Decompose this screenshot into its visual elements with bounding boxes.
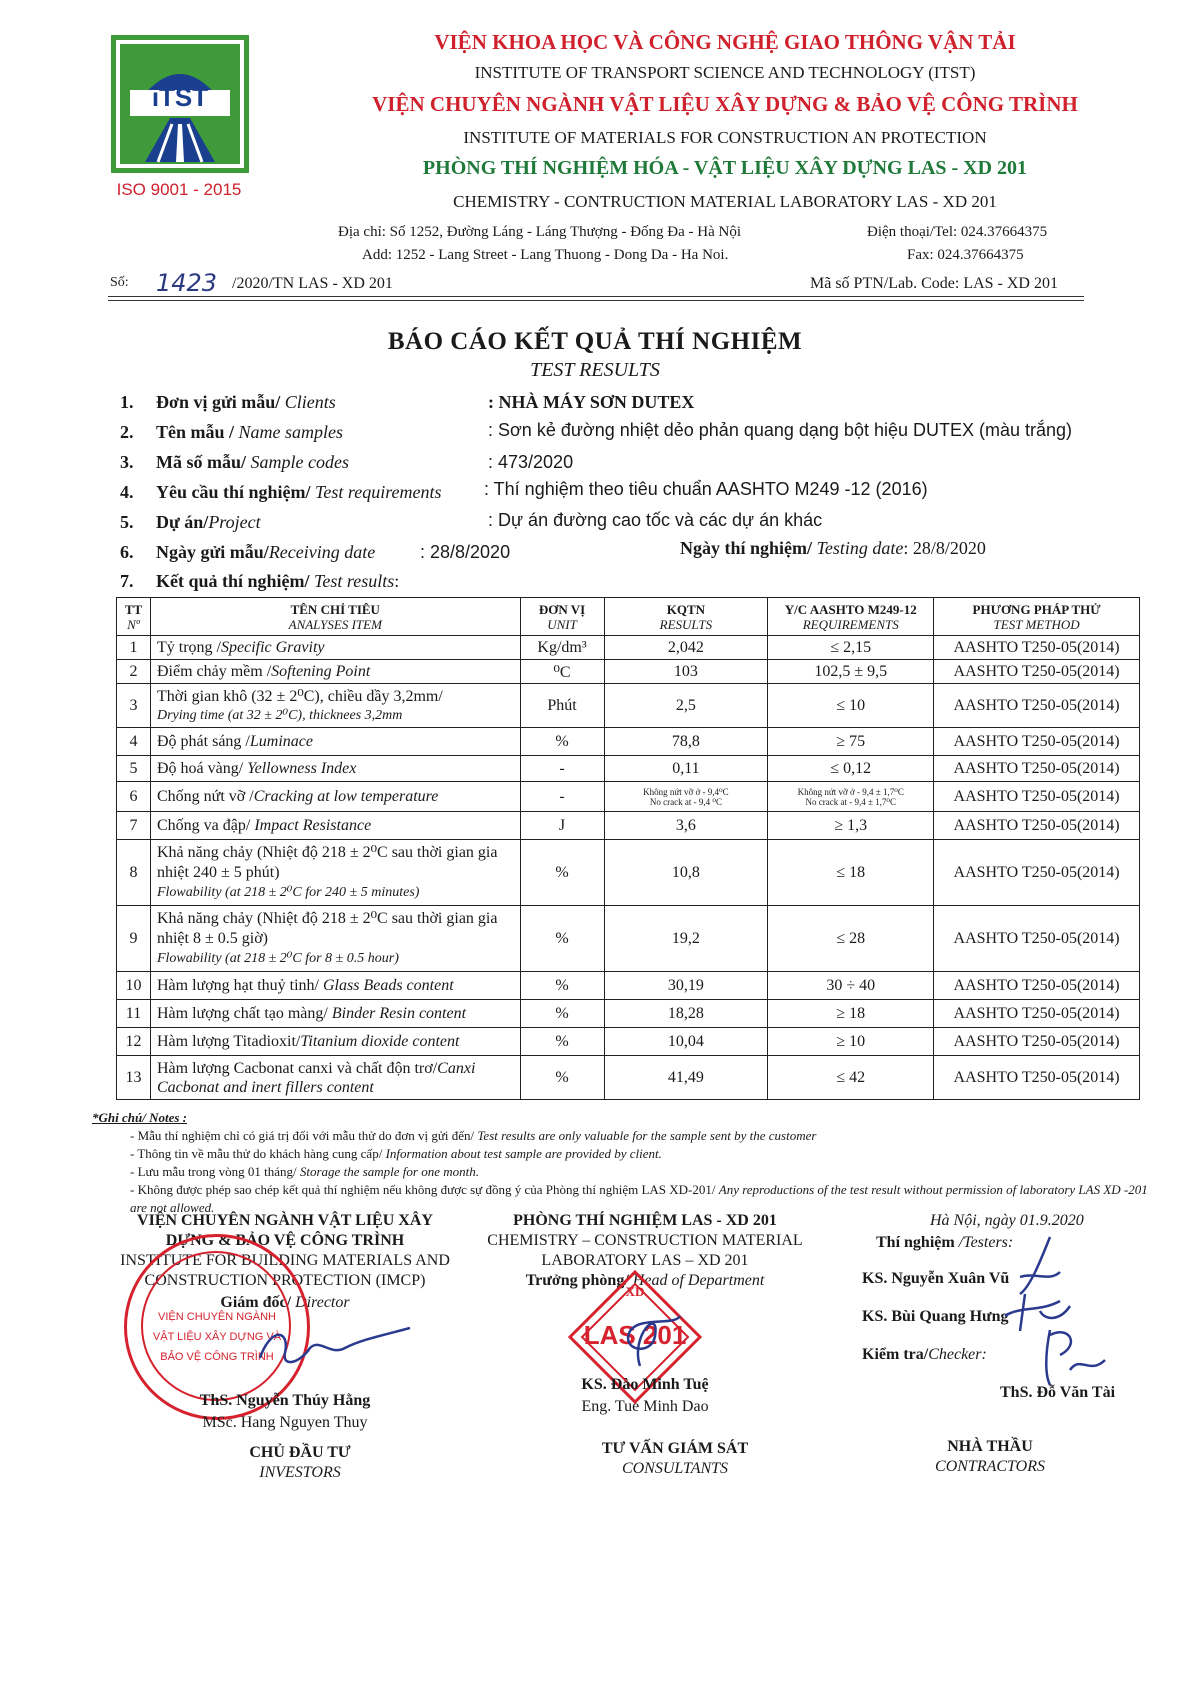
tester2-name: KS. Bùi Quang Hưng xyxy=(862,1308,1009,1325)
logo-text: iTST xyxy=(151,82,209,112)
notes-heading: *Ghi chú/ Notes : xyxy=(92,1110,187,1125)
row-no: 9 xyxy=(117,906,151,972)
row-result: 18,28 xyxy=(604,1000,768,1028)
mid-org-line2: CHEMISTRY – CONSTRUCTION MATERIAL xyxy=(487,1232,803,1249)
row-item: Độ phát sáng /Luminace xyxy=(150,728,520,756)
table-row xyxy=(117,840,1140,906)
row-no: 1 xyxy=(117,636,151,660)
testers-label: Thí nghiệm /Testers: xyxy=(876,1234,1014,1251)
row-no: 7 xyxy=(117,812,151,840)
head-signature xyxy=(600,1296,690,1376)
row-unit: - xyxy=(520,756,604,782)
row-result: 10,04 xyxy=(604,1028,768,1056)
row-method: AASHTO T250-05(2014) xyxy=(934,782,1140,812)
table-row xyxy=(117,636,1140,660)
investors-label-vn: CHỦ ĐẦU TƯ xyxy=(249,1444,351,1461)
row-requirement: ≥ 75 xyxy=(768,728,934,756)
row-item: Hàm lượng Titadioxit/Titanium dioxide content xyxy=(150,1028,520,1056)
row-result: 10,8 xyxy=(604,840,768,906)
row-method: AASHTO T250-05(2014) xyxy=(934,840,1140,906)
note-item: - Mẫu thí nghiệm chỉ có giá trị đối với mẫu thử do đơn vị gửi đến/ Test results are only valuable for the sample sent by the customer xyxy=(130,1128,817,1143)
row-requirement: ≤ 28 xyxy=(768,906,934,972)
row-item: Chống va đập/ Impact Resistance xyxy=(150,812,520,840)
row-item: Tỷ trọng /Specific Gravity xyxy=(150,636,520,660)
director-signature xyxy=(250,1318,420,1378)
row-unit: Phút xyxy=(520,684,604,728)
investors-label-en: INVESTORS xyxy=(259,1464,341,1481)
info-test-requirements-value: : Thí nghiệm theo tiêu chuẩn AASHTO M249 -12 (2016) xyxy=(484,479,928,499)
row-no: 10 xyxy=(117,972,151,1000)
row-unit: Kg/dm³ xyxy=(520,636,604,660)
info-test-results: 7. Kết quả thí nghiệm/ Test results: xyxy=(120,571,400,591)
report-subtitle: TEST RESULTS xyxy=(530,359,660,381)
row-no: 3 xyxy=(117,684,151,728)
col-header-unit: ĐƠN VỊ UNIT xyxy=(520,598,604,636)
row-result: 30,19 xyxy=(604,972,768,1000)
row-requirement: Không nứt vỡ ở - 9,4 ± 1,7⁰C No crack at - 9,4 ± 1,7⁰C xyxy=(768,782,934,812)
header-line1: VIỆN KHOA HỌC VÀ CÔNG NGHỆ GIAO THÔNG VẬN TẢI xyxy=(434,30,1016,54)
row-result: 19,2 xyxy=(604,906,768,972)
mid-role: Trưởng phòng/ Head of Department xyxy=(525,1272,765,1289)
table-row xyxy=(117,906,1140,972)
header-line5: PHÒNG THÍ NGHIỆM HÓA - VẬT LIỆU XÂY DỰNG LAS - XD 201 xyxy=(422,157,1028,179)
col-header-item: TÊN CHỈ TIÊU ANALYSES ITEM xyxy=(150,598,520,636)
row-method: AASHTO T250-05(2014) xyxy=(934,972,1140,1000)
fax: Fax: 024.37664375 xyxy=(907,247,1024,263)
header-line2: INSTITUTE OF TRANSPORT SCIENCE AND TECHNOLOGY (ITST) xyxy=(474,63,976,82)
lab-code: Mã số PTN/Lab. Code: LAS - XD 201 xyxy=(810,275,1058,292)
table-row xyxy=(117,728,1140,756)
row-no: 12 xyxy=(117,1028,151,1056)
col-header-results: KQTN RESULTS xyxy=(604,598,768,636)
row-requirement: 102,5 ± 9,5 xyxy=(768,660,934,684)
row-item: Thời gian khô (32 ± 2⁰C), chiều dầy 3,2mm/ Drying time (at 32 ± 2⁰C), thicknees 3,2mm xyxy=(150,684,520,728)
contractors-label-en: CONTRACTORS xyxy=(935,1458,1045,1475)
row-method: AASHTO T250-05(2014) xyxy=(934,1000,1140,1028)
info-sample-code-value: : 473/2020 xyxy=(488,452,574,472)
row-method: AASHTO T250-05(2014) xyxy=(934,728,1140,756)
row-unit: - xyxy=(520,782,604,812)
table-header-row xyxy=(117,598,1140,636)
row-result: 2,5 xyxy=(604,684,768,728)
row-unit: % xyxy=(520,1056,604,1100)
row-requirement: ≤ 10 xyxy=(768,684,934,728)
row-unit: % xyxy=(520,972,604,1000)
itst-logo xyxy=(110,34,250,204)
mid-name1: KS. Đào Minh Tuệ xyxy=(581,1376,709,1393)
table-row xyxy=(117,1056,1140,1100)
row-result: 41,49 xyxy=(604,1056,768,1100)
left-org-line1: VIỆN CHUYÊN NGÀNH VẬT LIỆU XÂY xyxy=(137,1212,433,1229)
institute-stamp: VIỆN CHUYÊN NGÀNH VẬT LIỆU XÂY DỰNG VÀ BẢO VỆ CÔNG TRÌNH xyxy=(124,1234,310,1420)
mid-name2: Eng. Tue Minh Dao xyxy=(581,1398,709,1415)
row-result: 2,042 xyxy=(604,636,768,660)
notes xyxy=(92,1109,1152,1217)
row-no: 2 xyxy=(117,660,151,684)
row-unit: % xyxy=(520,906,604,972)
left-org-line2: DỰNG & BẢO VỆ CÔNG TRÌNH xyxy=(165,1232,405,1249)
checker-signature xyxy=(1030,1320,1110,1390)
row-unit: J xyxy=(520,812,604,840)
row-no: 5 xyxy=(117,756,151,782)
col-header-requirements: Y/C AASHTO M249-12 REQUIREMENTS xyxy=(768,598,934,636)
row-requirement: ≥ 10 xyxy=(768,1028,934,1056)
row-requirement: ≤ 18 xyxy=(768,840,934,906)
row-method: AASHTO T250-05(2014) xyxy=(934,684,1140,728)
address-vn: Địa chỉ: Số 1252, Đường Láng - Láng Thượng - Đống Đa - Hà Nội xyxy=(338,224,742,240)
row-unit: % xyxy=(520,1028,604,1056)
row-requirement: ≥ 1,3 xyxy=(768,812,934,840)
info-receiving-date-value: : 28/8/2020 xyxy=(420,542,511,562)
info-project-value: : Dự án đường cao tốc và các dự án khác xyxy=(488,510,823,530)
row-unit: % xyxy=(520,728,604,756)
row-unit: % xyxy=(520,1000,604,1028)
row-item: Độ hoá vàng/ Yellowness Index xyxy=(150,756,520,782)
row-no: 8 xyxy=(117,840,151,906)
note-item: - Không được phép sao chép kết quả thí nghiệm nếu không được sự đồng ý của Phòng thí nghiệm LAS XD-201/ Any reproductions of the test result without permission of laboratory LAS XD -201 are not allowed. xyxy=(130,1182,1148,1215)
info-sample-code: 3. Mã số mẫu/ Sample codes xyxy=(120,452,349,472)
row-no: 4 xyxy=(117,728,151,756)
doc-number-label: Số: xyxy=(110,275,129,290)
header-line3: VIỆN CHUYÊN NGÀNH VẬT LIỆU XÂY DỰNG & BẢO VỆ CÔNG TRÌNH xyxy=(372,92,1078,116)
note-item: - Thông tin về mẫu thử do khách hàng cung cấp/ Information about test sample are provided by client. xyxy=(130,1146,662,1161)
table-row xyxy=(117,756,1140,782)
row-result: 78,8 xyxy=(604,728,768,756)
row-result: 3,6 xyxy=(604,812,768,840)
info-project: 5. Dự án/Project xyxy=(120,512,261,532)
info-receiving-date: 6. Ngày gửi mẫu/Receiving date xyxy=(120,542,376,562)
doc-number-handwritten: 1423 xyxy=(156,269,218,297)
mid-org-line3: LABORATORY LAS – XD 201 xyxy=(541,1252,749,1269)
row-method: AASHTO T250-05(2014) xyxy=(934,812,1140,840)
row-item: Khả năng chảy (Nhiệt độ 218 ± 2⁰C sau thời gian gia nhiệt 8 ± 0.5 giờ) Flowability (at 218 ± 2⁰C for 8 ± 0.5 hour) xyxy=(150,906,520,972)
row-result: 103 xyxy=(604,660,768,684)
row-item: Chống nứt vỡ /Cracking at low temperature xyxy=(150,782,520,812)
left-role: Giám đốc/ Director xyxy=(220,1294,350,1311)
address-en: Add: 1252 - Lang Street - Lang Thuong - Dong Da - Ha Noi. xyxy=(362,247,729,263)
info-clients-value: : NHÀ MÁY SƠN DUTEX xyxy=(488,392,695,412)
row-requirement: ≤ 42 xyxy=(768,1056,934,1100)
row-no: 13 xyxy=(117,1056,151,1100)
row-requirement: ≥ 18 xyxy=(768,1000,934,1028)
info-testing-date: Ngày thí nghiệm/ Testing date: 28/8/2020 xyxy=(680,538,986,558)
row-item: Hàm lượng chất tạo màng/ Binder Resin content xyxy=(150,1000,520,1028)
iso-label: ISO 9001 - 2015 xyxy=(116,180,242,199)
doc-number-rest: /2020/TN LAS - XD 201 xyxy=(232,275,393,292)
mid-org-line1: PHÒNG THÍ NGHIỆM LAS - XD 201 xyxy=(513,1212,777,1229)
info-sample-name-value: : Sơn kẻ đường nhiệt dẻo phản quang dạng bột hiệu DUTEX (màu trắng) xyxy=(488,420,1073,440)
report-date: Hà Nội, ngày 01.9.2020 xyxy=(930,1212,1084,1229)
row-method: AASHTO T250-05(2014) xyxy=(934,636,1140,660)
note-item: - Lưu mẫu trong vòng 01 tháng/ Storage the sample for one month. xyxy=(130,1164,479,1179)
row-no: 11 xyxy=(117,1000,151,1028)
info-test-requirements: 4. Yêu cầu thí nghiệm/ Test requirements xyxy=(120,482,442,502)
table-row xyxy=(117,1028,1140,1056)
row-item: Hàm lượng hạt thuỷ tinh/ Glass Beads content xyxy=(150,972,520,1000)
row-method: AASHTO T250-05(2014) xyxy=(934,660,1140,684)
header-line4: INSTITUTE OF MATERIALS FOR CONSTRUCTION AN PROTECTION xyxy=(463,128,987,147)
col-header-method: PHƯƠNG PHÁP THỬ TEST METHOD xyxy=(934,598,1140,636)
report-title: BÁO CÁO KẾT QUẢ THÍ NGHIỆM xyxy=(387,328,803,355)
checker-label: Kiểm tra/Checker: xyxy=(862,1346,987,1363)
header-line6: CHEMISTRY - CONTRUCTION MATERIAL LABORATORY LAS - XD 201 xyxy=(453,192,997,211)
row-method: AASHTO T250-05(2014) xyxy=(934,906,1140,972)
checker-name: ThS. Đỗ Văn Tài xyxy=(1000,1384,1116,1401)
results-table xyxy=(116,597,1140,1100)
left-name1: ThS. Nguyễn Thúy Hằng xyxy=(199,1392,371,1409)
col-header-no: TT Nº xyxy=(117,598,151,636)
row-method: AASHTO T250-05(2014) xyxy=(934,1028,1140,1056)
contractors-label-vn: NHÀ THẦU xyxy=(947,1438,1033,1455)
row-requirement: ≤ 0,12 xyxy=(768,756,934,782)
consultants-label-vn: TƯ VẤN GIÁM SÁT xyxy=(601,1440,749,1457)
info-sample-name: 2. Tên mẫu / Name samples xyxy=(120,422,344,442)
row-result: 0,11 xyxy=(604,756,768,782)
info-clients: 1. Đơn vị gửi mẫu/ Clients xyxy=(120,392,336,412)
left-name2: MSc. Hang Nguyen Thuy xyxy=(202,1414,368,1431)
row-item: Điểm chảy mềm /Softening Point xyxy=(150,660,520,684)
row-requirement: ≤ 2,15 xyxy=(768,636,934,660)
row-no: 6 xyxy=(117,782,151,812)
left-org-line3: INSTITUTE FOR BUILDING MATERIALS AND xyxy=(120,1252,450,1269)
table-row xyxy=(117,972,1140,1000)
consultants-label-en: CONSULTANTS xyxy=(621,1460,729,1477)
row-method: AASHTO T250-05(2014) xyxy=(934,1056,1140,1100)
header-rule-2 xyxy=(108,300,1084,301)
table-row xyxy=(117,684,1140,728)
row-requirement: 30 ÷ 40 xyxy=(768,972,934,1000)
header-rule xyxy=(108,296,1084,297)
table-row xyxy=(117,782,1140,812)
row-unit: ⁰C xyxy=(520,660,604,684)
phone: Điện thoại/Tel: 024.37664375 xyxy=(867,224,1048,240)
table-row xyxy=(117,660,1140,684)
row-item: Khả năng chảy (Nhiệt độ 218 ± 2⁰C sau thời gian gia nhiệt 240 ± 5 phút) Flowability (at 218 ± 2⁰C for 240 ± 5 minutes) xyxy=(150,840,520,906)
table-row xyxy=(117,1000,1140,1028)
table-row xyxy=(117,812,1140,840)
row-method: AASHTO T250-05(2014) xyxy=(934,756,1140,782)
row-unit: % xyxy=(520,840,604,906)
row-item: Hàm lượng Cacbonat canxi và chất độn trơ/Canxi Cacbonat and inert fillers content xyxy=(150,1056,520,1100)
left-org-line4: CONSTRUCTION PROTECTION (IMCP) xyxy=(144,1272,426,1289)
tester1-name: KS. Nguyễn Xuân Vũ xyxy=(862,1270,1010,1287)
row-result: Không nứt vỡ ở - 9,4⁰C No crack at - 9,4 ⁰C xyxy=(604,782,768,812)
las-stamp: XD LAS 201 xyxy=(560,1262,710,1412)
